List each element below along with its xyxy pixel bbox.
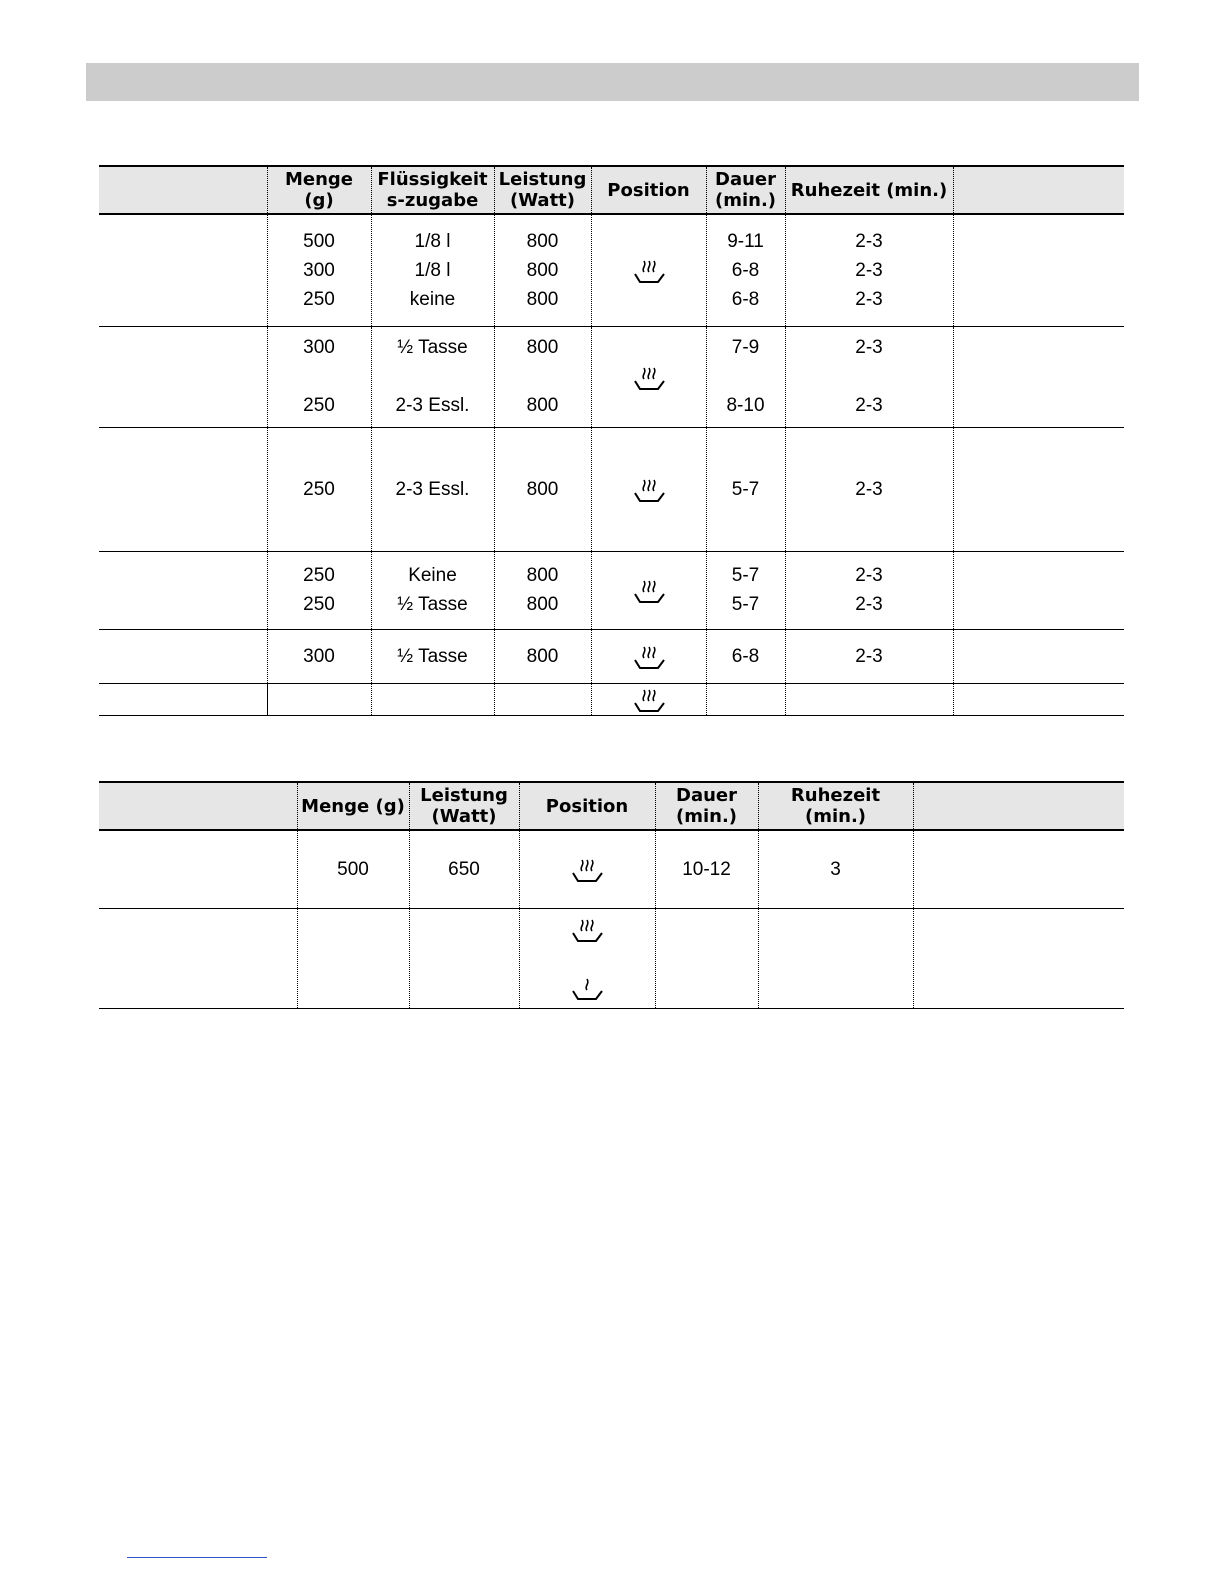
- table-header-row: [99, 166, 1124, 214]
- cell-fluessigkeit: Keine ½ Tasse: [371, 551, 494, 629]
- header-menge: Menge (g): [297, 782, 409, 830]
- cell-note: [953, 326, 1124, 427]
- cell-note: [953, 427, 1124, 551]
- cell-menge: 250: [267, 427, 371, 551]
- cell-leistung: 800 800: [494, 326, 591, 427]
- cell-dauer: 7-9 8-10: [706, 326, 785, 427]
- header-position: Position: [591, 166, 706, 214]
- cooking-table-1: [99, 165, 1124, 716]
- cell-position: [519, 908, 655, 1008]
- cell-dauer: 5-7 5-7: [706, 551, 785, 629]
- steam-bowl-icon: [629, 474, 669, 504]
- cell-position: [591, 326, 706, 427]
- cell-dauer: 5-7: [706, 427, 785, 551]
- cell-ruhezeit: 2-3: [785, 629, 953, 683]
- row-label: [99, 683, 267, 715]
- row-label: [99, 908, 297, 1008]
- table-row: [99, 427, 1124, 551]
- cell-dauer: [706, 683, 785, 715]
- cell-position: [591, 214, 706, 326]
- header-dauer: Dauer (min.): [706, 166, 785, 214]
- steam-bowl-icon: [629, 255, 669, 285]
- header-fluessigkeit: Flüssigkeit s-zugabe: [371, 166, 494, 214]
- cooking-table-2: [99, 781, 1124, 1009]
- cell-menge: 300 250: [267, 326, 371, 427]
- cell-fluessigkeit: ½ Tasse: [371, 629, 494, 683]
- table-row: [99, 629, 1124, 683]
- row-label: [99, 427, 267, 551]
- cell-ruhezeit: 3: [758, 830, 913, 908]
- section-header-band: [86, 63, 1139, 101]
- cell-leistung: 800 800 800: [494, 214, 591, 326]
- cell-note: [953, 629, 1124, 683]
- table-header-row: [99, 782, 1124, 830]
- cell-leistung: 800: [494, 427, 591, 551]
- header-ruhezeit: Ruhezeit (min.): [758, 782, 913, 830]
- cell-position: [591, 683, 706, 715]
- table-row: [99, 214, 1124, 326]
- steam-bowl-icon: [629, 641, 669, 671]
- cell-leistung: 650: [409, 830, 519, 908]
- footer-link-underline: [127, 1557, 267, 1558]
- row-label: [99, 830, 297, 908]
- cell-menge: 500 300 250: [267, 214, 371, 326]
- cell-ruhezeit: 2-3: [785, 427, 953, 551]
- header-leistung: Leistung (Watt): [494, 166, 591, 214]
- cell-position: [519, 830, 655, 908]
- row-label: [99, 551, 267, 629]
- cell-note: [913, 908, 1124, 1008]
- cell-fluessigkeit: ½ Tasse 2-3 Essl.: [371, 326, 494, 427]
- cell-ruhezeit: 2-3 2-3: [785, 326, 953, 427]
- header-position: Position: [519, 782, 655, 830]
- row-label: [99, 629, 267, 683]
- cell-menge: 500: [297, 830, 409, 908]
- header-empty: [99, 782, 297, 830]
- cell-note: [913, 830, 1124, 908]
- cell-note: [953, 683, 1124, 715]
- cell-position: [591, 629, 706, 683]
- row-label: [99, 326, 267, 427]
- steam-bowl-icon: [629, 684, 669, 714]
- cell-fluessigkeit: [371, 683, 494, 715]
- cell-menge: [297, 908, 409, 1008]
- cell-ruhezeit: 2-3 2-3 2-3: [785, 214, 953, 326]
- header-leistung: Leistung (Watt): [409, 782, 519, 830]
- cell-ruhezeit: [785, 683, 953, 715]
- cell-dauer: 6-8: [706, 629, 785, 683]
- cell-leistung: [494, 683, 591, 715]
- cell-leistung: [409, 908, 519, 1008]
- cell-menge: 250 250: [267, 551, 371, 629]
- header-ruhezeit: Ruhezeit (min.): [785, 166, 953, 214]
- cell-leistung: 800 800: [494, 551, 591, 629]
- cell-menge: 300: [267, 629, 371, 683]
- cell-leistung: 800: [494, 629, 591, 683]
- steam-bowl-icon: [567, 914, 607, 944]
- cell-menge: [267, 683, 371, 715]
- cell-fluessigkeit: 1/8 l 1/8 l keine: [371, 214, 494, 326]
- low-steam-bowl-icon: [567, 972, 607, 1002]
- header-menge: Menge (g): [267, 166, 371, 214]
- cell-ruhezeit: 2-3 2-3: [785, 551, 953, 629]
- cell-ruhezeit: [758, 908, 913, 1008]
- cell-note: [953, 214, 1124, 326]
- steam-bowl-icon: [629, 362, 669, 392]
- table-row: [99, 551, 1124, 629]
- table-row: [99, 830, 1124, 908]
- cell-fluessigkeit: 2-3 Essl.: [371, 427, 494, 551]
- header-dauer: Dauer (min.): [655, 782, 758, 830]
- table-row: [99, 326, 1124, 427]
- steam-bowl-icon: [567, 854, 607, 884]
- table-row: [99, 908, 1124, 1008]
- header-empty: [99, 166, 267, 214]
- header-empty-right: [913, 782, 1124, 830]
- row-label: [99, 214, 267, 326]
- cell-position: [591, 551, 706, 629]
- header-empty-right: [953, 166, 1124, 214]
- cell-dauer: 10-12: [655, 830, 758, 908]
- cell-dauer: 9-11 6-8 6-8: [706, 214, 785, 326]
- cell-dauer: [655, 908, 758, 1008]
- steam-bowl-icon: [629, 575, 669, 605]
- table-row: [99, 683, 1124, 715]
- cell-position: [591, 427, 706, 551]
- cell-note: [953, 551, 1124, 629]
